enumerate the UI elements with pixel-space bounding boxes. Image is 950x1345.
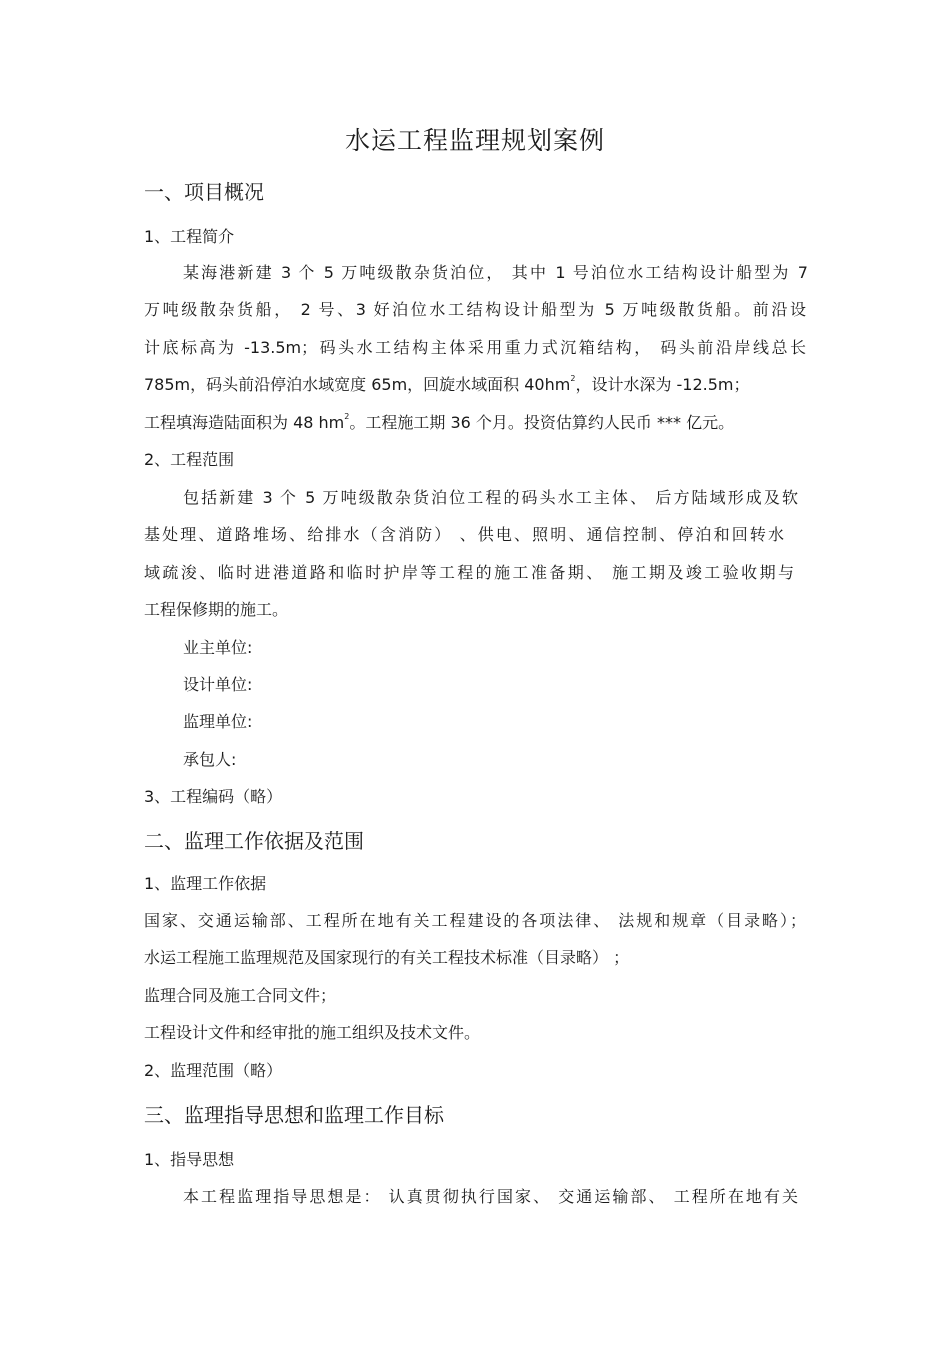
paragraph-line: 某海港新建 3 个 5 万吨级散杂货泊位， 其中 1 号泊位水工结构设计船型为 7: [183, 263, 808, 282]
paragraph-line: 包括新建 3 个 5 万吨级散杂货泊位工程的码头水工主体、 后方陆域形成及软: [183, 488, 798, 507]
subsection-heading: 1、监理工作依据: [144, 874, 267, 893]
subsection-heading: 2、工程范围: [144, 450, 235, 469]
subsection-heading: 3、工程编码（略）: [144, 787, 283, 806]
paragraph-line: 工程保修期的施工。: [144, 600, 289, 619]
subsection-heading: 1、工程简介: [144, 227, 235, 246]
paragraph-line: 监理合同及施工合同文件；: [144, 986, 337, 1005]
party-label-contractor: 承包人:: [183, 750, 237, 769]
paragraph-line: 工程填海造陆面积为 48 $hm^2$。工程施工期 36 个月。投资估算约人民币 *** 亿元。: [144, 412, 735, 432]
paragraph-line: 本工程监理指导思想是： 认真贯彻执行国家、 交通运输部、 工程所在地有关: [183, 1187, 798, 1206]
subsection-heading: 2、监理范围（略）: [144, 1061, 283, 1080]
party-label-supervisor: 监理单位:: [183, 712, 253, 731]
paragraph-line: 计底标高为 -13.5m；码头水工结构主体采用重力式沉箱结构， 码头前沿岸线总长: [144, 338, 806, 357]
party-label-owner: 业主单位:: [183, 638, 253, 657]
paragraph-line: 水运工程施工监理规范及国家现行的有关工程技术标准（目录略） ；: [144, 948, 630, 967]
document-title: 水运工程监理规划案例: [344, 126, 605, 155]
subsection-heading: 1、指导思想: [144, 1150, 235, 1169]
paragraph-line: 国家、交通运输部、工程所在地有关工程建设的各项法律、 法规和规章（目录略）；: [144, 911, 806, 930]
paragraph-line: 785m，码头前沿停泊水域宽度 65m，回旋水域面积 $40hm^2$，设计水深为 -12.5m；: [144, 374, 750, 394]
party-label-designer: 设计单位:: [183, 675, 253, 694]
section-heading: 二、监理工作依据及范围: [144, 829, 364, 853]
paragraph-line: 工程设计文件和经审批的施工组织及技术文件。: [144, 1023, 481, 1042]
paragraph-line: 基处理、道路堆场、给排水（含消防） 、供电、照明、通信控制、停泊和回转水: [144, 525, 784, 544]
paragraph-line: 万吨级散杂货船， 2 号、3 好泊位水工结构设计船型为 5 万吨级散货船。前沿设: [144, 300, 806, 319]
section-heading: 三、监理指导思想和监理工作目标: [144, 1103, 444, 1127]
section-heading: 一、项目概况: [144, 180, 264, 204]
paragraph-line: 域疏浚、临时进港道路和临时护岸等工程的施工准备期、 施工期及竣工验收期与: [144, 563, 794, 582]
